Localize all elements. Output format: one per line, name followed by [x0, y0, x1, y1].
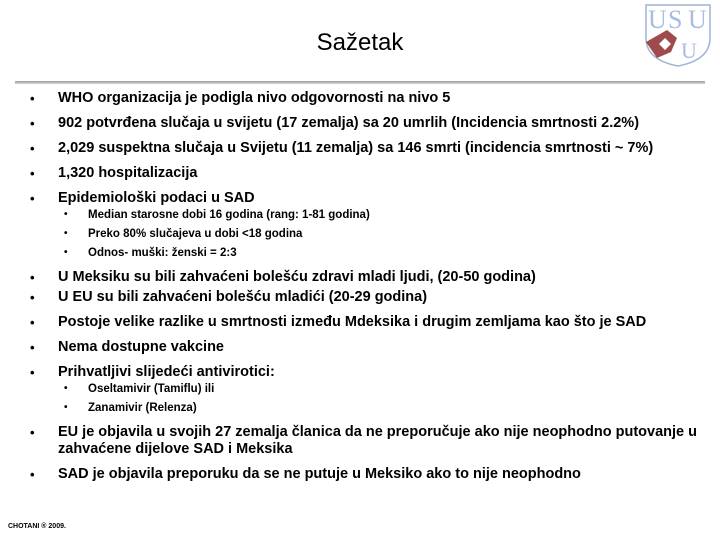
bullet-usa-travel: • SAD je objavila preporuku da se ne putuje u Meksiko ako to nije neophodno: [28, 466, 708, 483]
subbullet-zanamivir: • Zanamivir (Relenza): [28, 400, 708, 416]
subbullet-sex-ratio: • Odnos- muški: ženski = 2:3: [28, 245, 708, 261]
subbullet-median-age: • Median starosne dobi 16 godina (rang: 1-81 godina): [28, 207, 708, 223]
bullet-confirmed-cases: • 902 potvrđena slučaja u svijetu (17 zemalja) sa 20 umrlih (Incidencia smrtnosti 2.2%): [28, 115, 708, 132]
copyright-footer: CHOTANI ® 2009.: [8, 523, 66, 530]
bullet-hospitalizations: • 1,320 hospitalizacija: [28, 165, 708, 182]
svg-text:S: S: [668, 5, 683, 34]
bullet-who-level: • WHO organizacija je podigla nivo odgovornosti na nivo 5: [28, 90, 708, 107]
svg-text:U: U: [648, 5, 667, 34]
bullet-mexico: • U Meksiku su bili zahvaćeni bolešću zdravi mladi ljudi, (20-50 godina): [28, 269, 708, 286]
subbullet-under-18: • Preko 80% slučajeva u dobi <18 godina: [28, 226, 708, 242]
bullet-epidemiology-usa: • Epidemiološki podaci u SAD: [28, 190, 708, 207]
bullet-mortality-difference: • Postoje velike razlike u smrtnosti između Mdeksika i drugim zemljama kao što je SAD: [28, 314, 708, 331]
bullet-eu: • U EU su bili zahvaćeni bolešću mladići (20-29 godina): [28, 289, 708, 306]
bullet-antivirals: • Prihvatljivi slijedeći antivirotici:: [28, 364, 708, 381]
bullet-list: [28, 90, 708, 483]
bullet-no-vaccine: • Nema dostupne vakcine: [28, 339, 708, 356]
bullet-eu-travel: • EU je objavila u svojih 27 zemalja članica da ne preporučuje ako nije neophodno putovanje u zahvaćene dijelove SAD i Meksika: [28, 424, 708, 458]
slide-title: Sažetak: [316, 29, 404, 56]
svg-text:U: U: [688, 5, 707, 34]
subbullet-oseltamivir: • Oseltamivir (Tamiflu) ili: [28, 381, 708, 397]
svg-text:U: U: [681, 38, 697, 63]
bullet-suspected-cases: • 2,029 suspektna slučaja u Svijetu (11 zemalja) sa 146 smrti (incidencia smrtnosti ~ 7%): [28, 140, 708, 157]
title-divider: [15, 81, 705, 84]
